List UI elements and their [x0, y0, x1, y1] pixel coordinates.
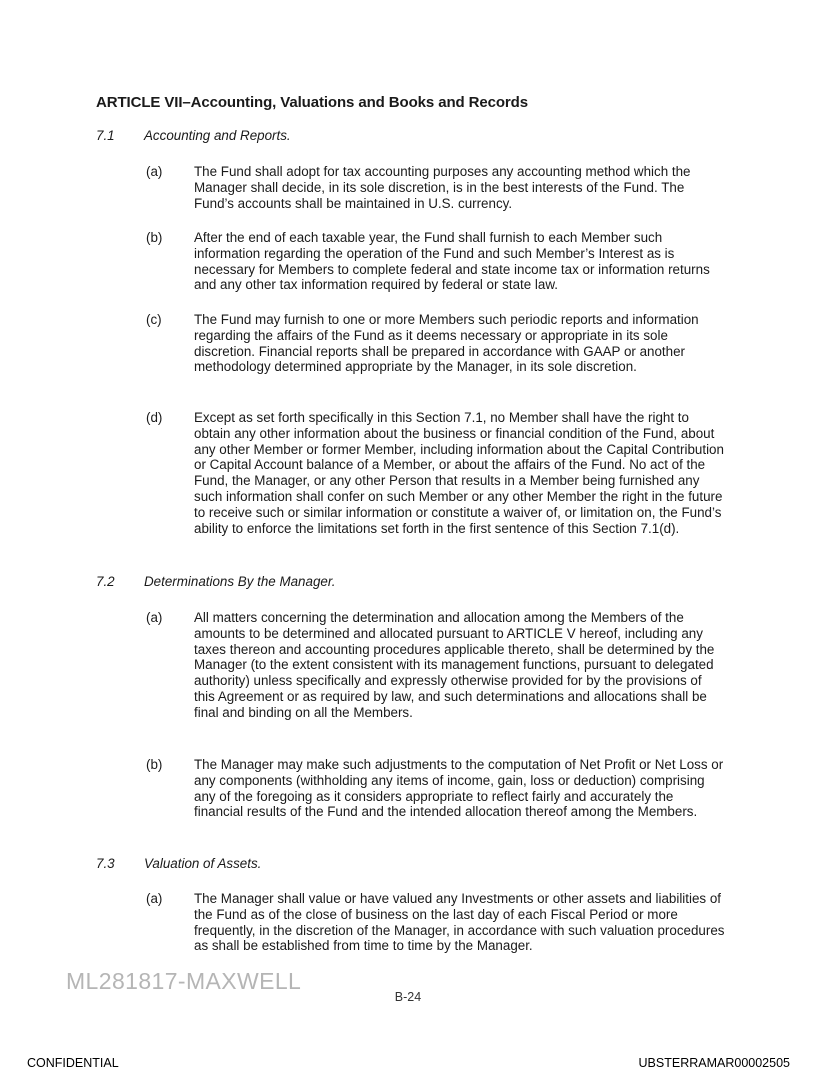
section-number: 7.2 — [96, 574, 115, 589]
section-7-2-heading — [96, 574, 336, 589]
paragraph-7-2-b — [146, 757, 726, 820]
section-number: 7.1 — [96, 128, 115, 143]
section-7-3-heading — [96, 856, 261, 871]
section-title: Accounting and Reports. — [144, 128, 291, 143]
section-number: 7.3 — [96, 856, 115, 871]
bates-watermark: ML281817-MAXWELL — [66, 968, 302, 994]
paragraph-text: Except as set forth specifically in this Section 7.1, no Member shall have the right to obtain any other information about the business or financial condition of the Fund, about any other Member or former Member, including information about the Capital Contribution or Capital Account balance of a Member, or about the affairs of the Fund. No act of the Fund, the Manager, or any other Person that results in a Member being furnished any such information shall confer on such Member or any other Member the right in the future to receive such or similar information or constitute a waiver of, or limitation on, the Fund’s ability to enforce the limitations set forth in the first sentence of this Section 7.1(d). — [194, 410, 724, 536]
paragraph-label: (b) — [146, 230, 163, 245]
paragraph-text: The Manager may make such adjustments to the computation of Net Profit or Net Loss or any components (withholding any items of income, gain, loss or deduction) comprising any of the foregoing as it considers appropriate to reflect fairly and accurately the financial results of the Fund and the intended allocation thereof among the Members. — [194, 757, 724, 820]
bates-number: UBSTERRAMAR00002505 — [638, 1056, 790, 1070]
paragraph-label: (a) — [146, 610, 163, 625]
paragraph-7-2-a — [146, 610, 726, 721]
section-title: Valuation of Assets. — [144, 856, 262, 871]
paragraph-7-1-a — [146, 164, 726, 211]
paragraph-label: (b) — [146, 757, 163, 772]
section-7-1-heading — [96, 128, 291, 143]
paragraph-text: After the end of each taxable year, the Fund shall furnish to each Member such information regarding the operation of the Fund and such Member’s Interest as is necessary for Members to complete federal and state income tax or information returns and any other tax information required by federal or state law. — [194, 230, 710, 293]
article-title: ARTICLE VII–Accounting, Valuations and Books and Records — [96, 94, 528, 111]
paragraph-7-1-b — [146, 230, 726, 293]
paragraph-label: (a) — [146, 164, 163, 179]
section-title: Determinations By the Manager. — [144, 574, 336, 589]
paragraph-text: The Fund may furnish to one or more Members such periodic reports and information regarding the affairs of the Fund as it deems necessary or appropriate in its sole discretion. Financial reports shall be prepared in accordance with GAAP or another methodology determined appropriate by the Manager, in its sole discretion. — [194, 312, 699, 375]
confidential-label: CONFIDENTIAL — [27, 1056, 119, 1070]
paragraph-text: The Manager shall value or have valued any Investments or other assets and liabilities of the Fund as of the close of business on the last day of each Fiscal Period or more frequently, in the discretion of the Manager, in accordance with such valuation procedures as shall be established from time to time by the Manager. — [194, 891, 725, 954]
paragraph-text: The Fund shall adopt for tax accounting purposes any accounting method which the Manager shall decide, in its sole discretion, is in the best interests of the Fund. The Fund’s accounts shall be maintained in U.S. currency. — [194, 164, 691, 211]
paragraph-text: All matters concerning the determination and allocation among the Members of the amounts to be determined and allocated pursuant to ARTICLE V hereof, including any taxes thereon and accounting procedures applicable thereto, shall be determined by the Manager (to the extent consistent with its management functions, pursuant to delegated authority) unless specifically and expressly otherwise provided for by the provisions of this Agreement or as required by law, and such determinations and allocations shall be final and binding on all the Members. — [194, 610, 715, 720]
page-number: B-24 — [394, 990, 422, 1004]
paragraph-label: (c) — [146, 312, 162, 327]
paragraph-label: (d) — [146, 410, 163, 425]
paragraph-7-1-c — [146, 312, 726, 375]
paragraph-7-1-d — [146, 410, 726, 536]
paragraph-7-3-a — [146, 891, 726, 954]
paragraph-label: (a) — [146, 891, 163, 906]
